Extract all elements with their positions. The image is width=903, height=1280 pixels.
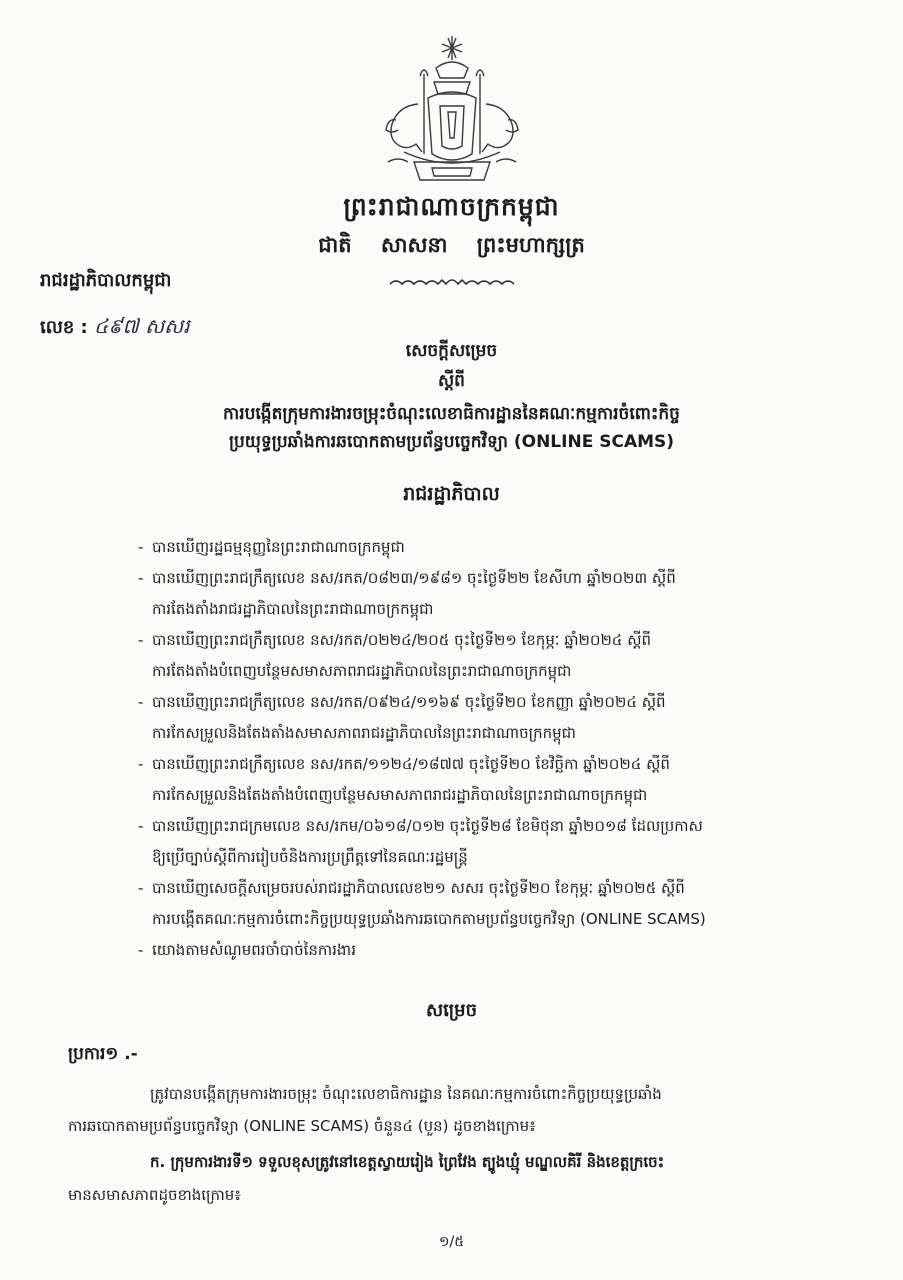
list-item-line: ឱ្យប្រើច្បាប់ស្តីពីការរៀបចំនិងការប្រព្រឹត្តទៅនៃគណៈរដ្ឋមន្ត្រី <box>152 848 468 866</box>
list-item-line: ការបង្កើតគណៈកម្មការចំពោះកិច្ចប្រយុទ្ធប្រឆាំងការឆបោកតាមប្រព័ន្ធបច្ចេកវិទ្យា (ONLINE SCAMS) <box>152 910 706 928</box>
list-item: - យោងតាមសំណូមពរចាំបាច់នៃការងារ <box>138 941 356 959</box>
list-item-line: បានឃើញព្រះរាជក្រមលេខ នស/រកម/០៦១៨/០១២ ចុះថ្ងៃទី២៨ ខែមិថុនា ឆ្នាំ២០១៨ ដែលប្រកាស <box>152 817 703 835</box>
article-1-heading: ប្រការ១ .- <box>68 1044 138 1064</box>
list-item: - បានឃើញព្រះរាជក្រមលេខ នស/រកម/០៦១៨/០១២ ចុះថ្ងៃទី២៨ ខែមិថុនា ឆ្នាំ២០១៨ ដែលប្រកាស ឱ្យប្រើច្បាប់ស្តីពីការរៀបចំនិងការប្រព្រឹត្តទៅនៃគណៈរដ្ឋមន្ត្រី <box>138 811 818 873</box>
document-type-title: សេចក្តីសម្រេច <box>405 341 498 361</box>
list-item: - បានឃើញព្រះរាជក្រឹត្យលេខ នស/រកត/០៨២៣/១៩៨១ ចុះថ្ងៃទី២២ ខែសីហា ឆ្នាំ២០២៣ ស្តីពី ការតែងតាំងរាជរដ្ឋាភិបាលនៃព្រះរាជាណាចក្រកម្ពុជា <box>138 563 818 625</box>
article-1-text-line-2: ការឆបោកតាមប្រព័ន្ធបច្ចេកវិទ្យា (ONLINE SCAMS) ចំនួន៤ (បួន) ដូចខាងក្រោម៖ <box>68 1117 536 1135</box>
list-item-line: ការតែងតាំងរាជរដ្ឋាភិបាលនៃព្រះរាជាណាចក្រកម្ពុជា <box>152 600 434 618</box>
list-item: - បានឃើញរដ្ឋធម្មនុញ្ញនៃព្រះរាជាណាចក្រកម្ពុជា <box>138 538 405 556</box>
decision-heading: សម្រេច <box>425 1000 478 1021</box>
decorative-divider <box>388 276 516 288</box>
list-item-line: បានឃើញរដ្ឋធម្មនុញ្ញនៃព្រះរាជាណាចក្រកម្ពុជា <box>152 538 405 556</box>
list-item-line: បានឃើញព្រះរាជក្រឹត្យលេខ នស/រកត/០៩២៤/១១៦៩ ចុះថ្ងៃទី២០ ខែកញ្ញា ឆ្នាំ២០២៤ ស្តីពី <box>152 693 666 711</box>
list-item: - បានឃើញព្រះរាជក្រឹត្យលេខ នស/រកត/១១២៤/១៨៧៧ ចុះថ្ងៃទី២០ ខែវិច្ឆិកា ឆ្នាំ២០២៤ ស្តីពី ការកែសម្រួលនិងតែងតាំងបំពេញបន្ថែមសមាសភាពរាជរដ្ឋាភិបាលនៃព្រះរាជាណាចក្រកម្ពុជា <box>138 749 818 811</box>
list-item-line: បានឃើញព្រះរាជក្រឹត្យលេខ នស/រកត/០២២៤/២០៥ ចុះថ្ងៃទី២១ ខែកុម្ភៈ ឆ្នាំ២០២៤ ស្តីពី <box>152 631 651 649</box>
document-number-label: លេខ : <box>40 317 88 338</box>
list-item-line: ការតែងតាំងបំពេញបន្ថែមសមាសភាពរាជរដ្ឋាភិបាលនៃព្រះរាជាណាចក្រកម្ពុជា <box>152 662 572 680</box>
list-item: - បានឃើញព្រះរាជក្រឹត្យលេខ នស/រកត/០២២៤/២០៥ ចុះថ្ងៃទី២១ ខែកុម្ភៈ ឆ្នាំ២០២៤ ស្តីពី ការតែងតាំងបំពេញបន្ថែមសមាសភាពរាជរដ្ឋាភិបាលនៃព្រះរាជាណាចក្រកម្ពុជា <box>138 625 818 687</box>
subject-line-2: ប្រយុទ្ធប្រឆាំងការឆបោកតាមប្រព័ន្ធបច្ចេកវិទ្យា (ONLINE SCAMS) <box>228 432 675 452</box>
document-number <box>40 313 190 343</box>
list-item-line: បានឃើញព្រះរាជក្រឹត្យលេខ នស/រកត/០៨២៣/១៩៨១ ចុះថ្ងៃទី២២ ខែសីហា ឆ្នាំ២០២៣ ស្តីពី <box>152 569 676 587</box>
working-group-1-line-1: ក. ក្រុមការងារទី១ ទទួលខុសត្រូវនៅខេត្តស្វាយរៀង ព្រៃវែង ត្បូងឃ្មុំ មណ្ឌលគិរី និងខេត្តក្រចេះ <box>150 1153 665 1171</box>
royal-coat-of-arms-emblem <box>378 34 526 190</box>
preamble-list <box>138 532 818 966</box>
subject-line-1: ការបង្កើតក្រុមការងារចម្រុះចំណុះលេខាធិការដ្ឋាននៃគណៈកម្មការចំពោះកិច្ច <box>223 404 680 424</box>
working-group-1-line-2: មានសមាសភាពដូចខាងក្រោម៖ <box>68 1186 241 1204</box>
kingdom-name: ព្រះរាជាណាចក្រកម្ពុជា <box>343 192 560 221</box>
document-number-value: ៤៩៧ សសរ <box>94 314 190 338</box>
list-item-line: បានឃើញព្រះរាជក្រឹត្យលេខ នស/រកត/១១២៤/១៨៧៧ ចុះថ្ងៃទី២០ ខែវិច្ឆិកា ឆ្នាំ២០២៤ ស្តីពី <box>152 755 670 773</box>
article-1-text-line-1: ត្រូវបានបង្កើតក្រុមការងារចម្រុះ ចំណុះលេខាធិការដ្ឋាន នៃគណៈកម្មការចំពោះកិច្ចប្រយុទ្ធប្រឆាំង <box>150 1085 662 1103</box>
issuing-authority: រាជរដ្ឋាភិបាលកម្ពុជា <box>40 270 172 291</box>
national-motto: ជាតិ សាសនា ព្រះមហាក្សត្រ <box>318 233 585 257</box>
list-item-line: យោងតាមសំណូមពរចាំបាច់នៃការងារ <box>152 941 356 959</box>
list-item-line: ការកែសម្រួលនិងតែងតាំងសមាសភាពរាជរដ្ឋាភិបាលនៃព្រះរាជាណាចក្រកម្ពុជា <box>152 724 576 742</box>
list-item-line: បានឃើញសេចក្តីសម្រេចរបស់រាជរដ្ឋាភិបាលលេខ២១ សសរ ចុះថ្ងៃទី២០ ខែកុម្ភៈ ឆ្នាំ២០២៥ ស្តីពី <box>152 879 685 897</box>
authority-heading: រាជរដ្ឋាភិបាល <box>403 483 500 505</box>
list-item-line: ការកែសម្រួលនិងតែងតាំងបំពេញបន្ថែមសមាសភាពរាជរដ្ឋាភិបាលនៃព្រះរាជាណាចក្រកម្ពុជា <box>152 786 648 804</box>
list-item: - បានឃើញព្រះរាជក្រឹត្យលេខ នស/រកត/០៩២៤/១១៦៩ ចុះថ្ងៃទី២០ ខែកញ្ញា ឆ្នាំ២០២៤ ស្តីពី ការកែសម្រួលនិងតែងតាំងសមាសភាពរាជរដ្ឋាភិបាលនៃព្រះរាជាណាចក្រកម្ពុជា <box>138 687 818 749</box>
page-number: ១/៥ <box>438 1234 465 1250</box>
list-item: - បានឃើញសេចក្តីសម្រេចរបស់រាជរដ្ឋាភិបាលលេខ២១ សសរ ចុះថ្ងៃទី២០ ខែកុម្ភៈ ឆ្នាំ២០២៥ ស្តីពី ការបង្កើតគណៈកម្មការចំពោះកិច្ចប្រយុទ្ធប្រឆាំងការឆបោកតាមប្រព័ន្ធបច្ចេកវិទ្យា (ONLINE SCAMS) <box>138 873 818 935</box>
subject-label: ស្តីពី <box>438 371 465 391</box>
